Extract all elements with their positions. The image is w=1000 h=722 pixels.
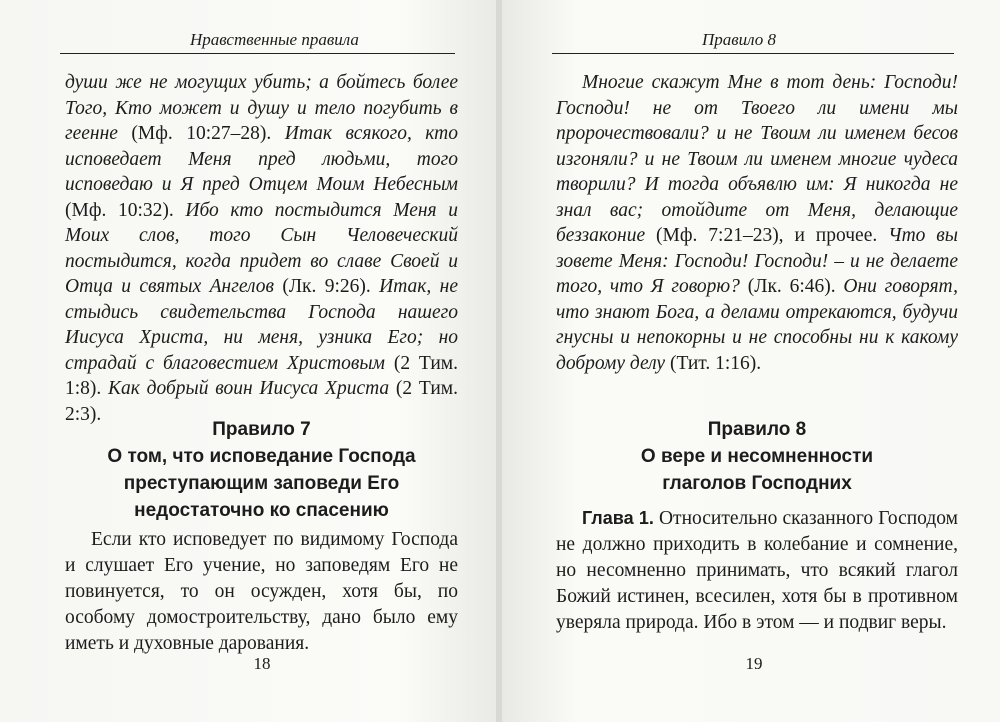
running-head-right xyxy=(552,30,954,54)
page-number-left: 18 xyxy=(253,654,271,673)
rule-7-text xyxy=(65,527,458,657)
scripture-reference: (Мф. 10:27–28). xyxy=(117,123,285,144)
scripture-reference: (Лк. 6:46). xyxy=(739,276,844,297)
right-page xyxy=(502,0,1000,722)
left-continuation-paragraph xyxy=(65,70,458,427)
rule-8-heading xyxy=(556,416,958,497)
rule-8-text xyxy=(556,505,958,636)
scripture-reference: (2 Тим. 2:3). xyxy=(65,378,458,425)
rule-8-body: Относительно сказанного Господом не должно приходить в колебание и сомнение, но несомненно принимать, что всякий глагол Божий истинен, всесилен, хотя бы в противном уверяла природа. Ибо в этом — и подвиг веры. xyxy=(556,508,959,633)
rule-title: Правило 8 xyxy=(707,419,807,440)
right-continuation-text xyxy=(556,70,958,376)
scripture-reference: (Тит. 1:16). xyxy=(665,352,762,374)
scripture-quote: Итак всякого, кто исповедает Меня пред людьми, того исповедаю и Я пред Отцем Моим Небесным xyxy=(65,123,458,195)
rule-title: Правило 7 xyxy=(212,419,311,440)
running-head-text: Нравственные правила xyxy=(190,30,359,49)
right-continuation-paragraph xyxy=(556,70,958,376)
scripture-quote: Как добрый воин Иисуса Христа xyxy=(108,378,390,399)
running-head-left xyxy=(60,30,455,54)
rule-subtitle-line: глаголов Господних xyxy=(662,473,852,494)
rule-7-paragraph: Если кто исповедует по видимому Господа и слушает Его учение, но заповедям Его не повинуется, то он осужден, хотя бы, по особому домостроительству, дано было ему иметь и духовные дарования. xyxy=(65,529,458,654)
page-number-right: 19 xyxy=(745,654,763,673)
left-continuation-text xyxy=(65,70,458,427)
rule-subtitle-line: О вере и несомненности xyxy=(640,446,874,467)
scripture-quote: Что вы зовете Меня: Господи! Господи! – и не делаете того, что Я говорю? xyxy=(556,225,958,297)
scripture-quote: Итак, не стыдись свидетельства Господа нашего Иисуса Христа, ни меня, узника Его; но страдай с благовестием Христовым xyxy=(65,276,459,374)
scripture-quote: Они говорят, что знают Бога, а делами отрекаются, будучи гнусны и непокорны и не способны ни к какому доброму делу xyxy=(556,276,958,374)
scripture-reference: (Лк. 9:26). xyxy=(273,276,380,297)
running-head-text: Правило 8 xyxy=(702,30,777,49)
scripture-quote: Многие скажут Мне в тот день: Господи! Господи! не от Твоего ли имени мы пророчествовали? и не Твоим ли именем бесов изгоняли? и не Твоим ли именем многие чудеса творили? И тогда объявлю им: Я никогда не знал вас; отойдите от Меня, делающие беззаконие xyxy=(556,72,958,246)
left-page xyxy=(0,0,498,722)
scripture-quote: души же не могущих убить; а бойтесь более Того, Кто может и душу и тело погубить в геенне xyxy=(65,72,458,144)
scripture-reference: (Мф. 10:32). xyxy=(65,199,186,221)
rule-subtitle-line: О том, что исповедание Господа xyxy=(107,446,416,467)
rule-7-heading xyxy=(65,416,458,524)
chapter-lead: Глава 1. xyxy=(582,508,654,528)
rule-subtitle-line: преступающим заповеди Его xyxy=(123,473,400,494)
rule-subtitle-line: недостаточно ко спасению xyxy=(134,500,389,521)
scripture-quote: Ибо кто постыдится Меня и Моих слов, того Сын Человеческий постыдится, когда придет во славе Своей и Отца и святых Ангелов xyxy=(65,199,458,297)
rule-8-paragraph xyxy=(556,505,958,636)
scripture-reference: (2 Тим. 1:8). xyxy=(65,352,458,399)
scripture-reference: (Мф. 7:21–23), и прочее. xyxy=(645,225,889,246)
